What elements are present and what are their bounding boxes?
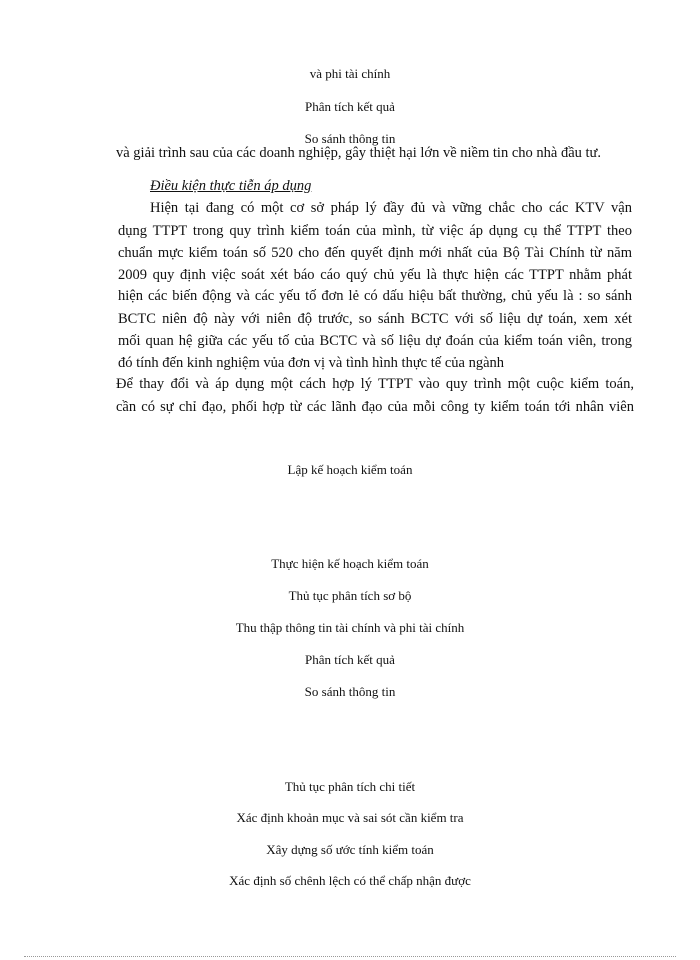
chart-node-preliminary-title: Thủ tục phân tích sơ bộ <box>288 588 412 603</box>
paragraph1-line: BCTC niên độ này với niên độ trước, so sánh BCTC với số liệu dự toán, xem xét <box>118 311 632 327</box>
chart-node-detailed-title: Thủ tục phân tích chi tiết <box>284 779 416 794</box>
paragraph2-line: cần có sự chỉ đạo, phối hợp từ các lãnh đạo của mỗi công ty kiểm toán tới nhân viên <box>116 399 634 415</box>
chart-node-detailed-step: Xác định số chênh lệch có thể chấp nhận được <box>229 873 471 888</box>
top-chart-node-compare-info: So sánh thông tin <box>304 131 396 146</box>
chart-node-planning: Lập kế hoạch kiểm toán <box>287 462 413 477</box>
paragraph1-line: hiện các biến động và các yếu tố đơn lẻ có dấu hiệu bất thường, chủ yếu là : so sánh <box>118 288 632 304</box>
chart-node-preliminary-step: Thu thập thông tin tài chính và phi tài chính <box>235 620 465 635</box>
section-heading: Điều kiện thực tiễn áp dụng <box>150 178 312 194</box>
paragraph1-line: đó tính đến kinh nghiệm vủa đơn vị và tình hình thực tế của ngành <box>118 355 505 371</box>
intro-line: và giải trình sau của các doanh nghiệp, gây thiệt hại lớn về niềm tin cho nhà đầu tư. <box>116 145 602 161</box>
chart-node-preliminary-step: Phân tích kết quả <box>305 652 395 667</box>
paragraph1-line: dụng TTPT trong quy trình kiểm toán của mình, từ việc áp dụng cụ thể TTPT theo <box>118 223 632 239</box>
chart-node-detailed-step: Xác định khoản mục và sai sót cần kiểm tra <box>236 810 464 825</box>
top-chart-node-nonfinancial: và phi tài chính <box>309 66 391 81</box>
top-chart-node-analyze-results: Phân tích kết quả <box>305 99 395 114</box>
chart-node-execution: Thực hiện kế hoạch kiểm toán <box>271 556 429 571</box>
paragraph1-line: 2009 quy định việc soát xét báo cáo quý chủ yếu là thực hiện các TTPT nhằm phát <box>118 267 632 283</box>
chart-node-detailed-step: Xây dựng số ước tính kiểm toán <box>266 842 434 857</box>
paragraph2-line: Để thay đổi và áp dụng một cách hợp lý TTPT vào quy trình một cuộc kiểm toán, <box>116 376 634 392</box>
chart-node-preliminary-step: So sánh thông tin <box>304 684 396 699</box>
paragraph1-line: chuẩn mực kiểm toán số 520 cho đến quyết định mới nhất của Bộ Tài Chính từ năm <box>118 245 632 261</box>
page-bottom-rule <box>24 956 676 957</box>
paragraph1-line: mối quan hệ giữa các yếu tố của BCTC và số liệu dự đoán của kiểm toán viên, trong <box>118 333 632 349</box>
paragraph1-line: Hiện tại đang có một cơ sở pháp lý đầy đủ và vững chắc cho các KTV vận <box>150 200 632 216</box>
